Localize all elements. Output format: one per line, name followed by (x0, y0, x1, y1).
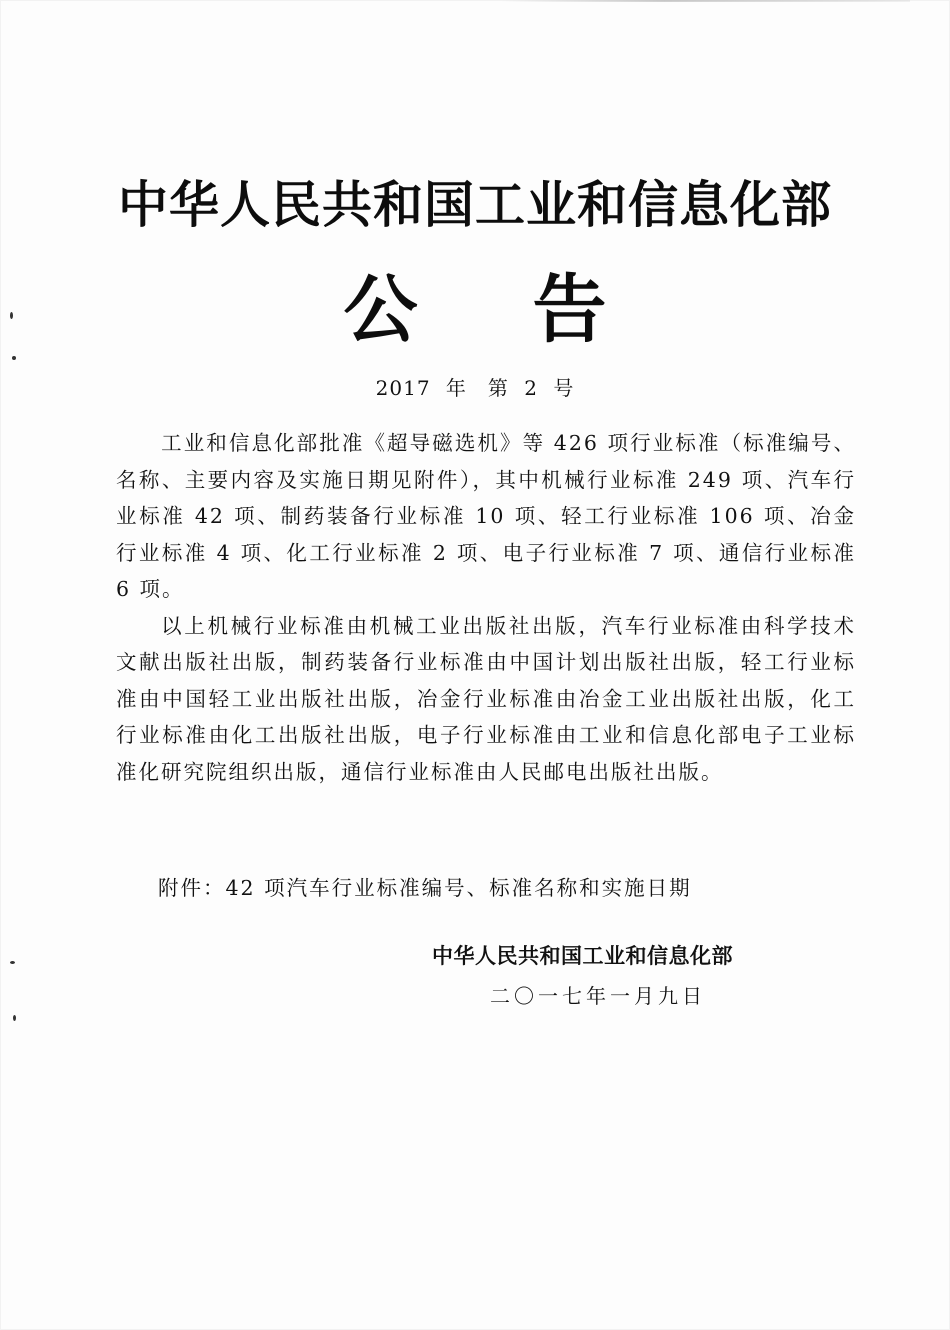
issue-date: 二〇一七年一月九日 (490, 984, 706, 1008)
issuer-signature: 中华人民共和国工业和信息化部 (432, 944, 733, 968)
scan-speck (13, 1015, 16, 1021)
body-paragraph: 以上机械行业标准由机械工业出版社出版，汽车行业标准由科学技术文献出版社出版，制药装备行业标准由中国计划出版社出版，轻工行业标准由中国轻工业出版社出版，冶金行业标准由冶金工业出版社出版，化工行业标准由化工出版社出版，电子行业标准由工业和信息化部电子工业标准化研究院组织出版，通信行业标准由人民邮电出版社出版。 (116, 613, 856, 784)
document-number: 2017 年 第 2 号 (375, 376, 575, 400)
attachment-note: 附件：42 项汽车行业标准编号、标准名称和实施日期 (158, 876, 692, 900)
issuer-title: 中华人民共和国工业和信息化部 (118, 176, 832, 234)
scan-speck (12, 356, 16, 360)
announcement-body (116, 425, 856, 790)
body-paragraph: 工业和信息化部批准《超导磁选机》等 426 项行业标准（标准编号、名称、主要内容及实施日期见附件），其中机械行业标准 249 项、汽车行业标准 42 项、制药装备行业标准 10 项、轻工行业标准 106 项、冶金行业标准 4 项、化工行业标准 2 项、电子行业标准 7 项、通信行业标准 6 项。 (116, 431, 856, 601)
scan-speck (10, 961, 15, 964)
document-type-heading: 公告 (343, 267, 722, 353)
scan-artifact-line (500, 0, 910, 2)
